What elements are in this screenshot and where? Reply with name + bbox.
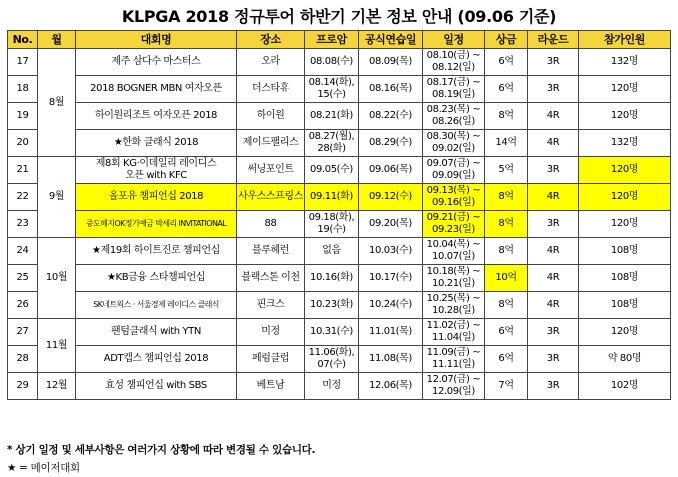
cell-players: 132명 xyxy=(579,49,671,76)
proam-line1: 08.14(화), xyxy=(308,77,355,88)
cell-practice: 08.22(수) xyxy=(359,103,423,130)
schedule-end: 10.07(일) xyxy=(432,251,475,262)
cell-proam xyxy=(305,346,359,373)
cell-venue: 오라 xyxy=(237,49,305,76)
cell-prize: 14억 xyxy=(485,130,528,157)
cell-proam: 08.21(화) xyxy=(305,103,359,130)
schedule-start: 08.30(목) ~ xyxy=(426,131,481,142)
cell-proam xyxy=(305,130,359,157)
cell-name: 하이원리조트 여자오픈 2018 xyxy=(76,103,237,130)
cell-no: 26 xyxy=(8,292,38,319)
cell-venue: 블랙스톤 이천 xyxy=(237,265,305,292)
schedule-start: 08.17(금) ~ xyxy=(426,77,481,88)
schedule-start: 10.18(목) ~ xyxy=(426,266,481,277)
cell-schedule xyxy=(423,103,485,130)
cell-month: 9월 xyxy=(38,157,76,238)
cell-name: ★제19회 하이트진로 챔피언십 xyxy=(76,238,237,265)
table-row xyxy=(8,346,671,373)
cell-practice: 10.03(수) xyxy=(359,238,423,265)
schedule-end: 08.12(일) xyxy=(432,62,475,73)
cell-players: 120명 xyxy=(579,319,671,346)
cell-rounds: 4R xyxy=(528,265,579,292)
cell-players: 102명 xyxy=(579,373,671,400)
schedule-end: 10.21(일) xyxy=(432,278,475,289)
cell-players: 약 80명 xyxy=(579,346,671,373)
cell-month: 8월 xyxy=(38,49,76,157)
cell-practice: 09.12(수) xyxy=(359,184,423,211)
cell-name: 팬텀클래식 with YTN xyxy=(76,319,237,346)
cell-schedule xyxy=(423,319,485,346)
table-row xyxy=(8,292,671,319)
cell-no: 19 xyxy=(8,103,38,130)
schedule-end: 11.04(일) xyxy=(432,332,475,343)
cell-players: 108명 xyxy=(579,265,671,292)
schedule-end: 12.09(일) xyxy=(432,386,475,397)
cell-venue: 88 xyxy=(237,211,305,238)
cell-venue: 제이드팰리스 xyxy=(237,130,305,157)
header-row xyxy=(8,31,671,49)
cell-schedule xyxy=(423,130,485,157)
cell-prize: 6억 xyxy=(485,76,528,103)
col-prize: 상금 xyxy=(485,31,528,49)
cell-rounds: 3R xyxy=(528,373,579,400)
col-rounds: 라운드 xyxy=(528,31,579,49)
proam-line2: 19(수) xyxy=(317,224,346,235)
cell-proam: 09.11(화) xyxy=(305,184,359,211)
cell-no: 24 xyxy=(8,238,38,265)
cell-name xyxy=(76,157,237,184)
proam-line1: 09.18(화), xyxy=(308,212,355,223)
cell-prize: 6억 xyxy=(485,319,528,346)
cell-prize: 6억 xyxy=(485,346,528,373)
schedule-end: 11.11(일) xyxy=(432,359,475,370)
table-row xyxy=(8,238,671,265)
cell-practice: 09.06(목) xyxy=(359,157,423,184)
cell-month: 11월 xyxy=(38,319,76,373)
name-line2: 오픈 with KFC xyxy=(125,170,187,181)
schedule-end: 10.28(일) xyxy=(432,305,475,316)
table-row xyxy=(8,184,671,211)
cell-no: 25 xyxy=(8,265,38,292)
cell-rounds: 3R xyxy=(528,49,579,76)
schedule-end: 09.02(일) xyxy=(432,143,475,154)
col-proam: 프로암 xyxy=(305,31,359,49)
cell-schedule xyxy=(423,211,485,238)
cell-no: 22 xyxy=(8,184,38,211)
cell-schedule xyxy=(423,373,485,400)
col-players: 참가인원 xyxy=(579,31,671,49)
cell-players: 120명 xyxy=(579,103,671,130)
cell-prize: 6억 xyxy=(485,49,528,76)
cell-proam: 10.16(화) xyxy=(305,265,359,292)
proam-line2: 07(수) xyxy=(317,359,346,370)
cell-proam: 08.08(수) xyxy=(305,49,359,76)
cell-schedule xyxy=(423,184,485,211)
cell-venue: 블루헤런 xyxy=(237,238,305,265)
cell-proam xyxy=(305,76,359,103)
cell-name: 2018 BOGNER MBN 여자오픈 xyxy=(76,76,237,103)
cell-proam: 09.05(수) xyxy=(305,157,359,184)
table-row xyxy=(8,76,671,103)
cell-rounds: 3R xyxy=(528,157,579,184)
page-title: KLPGA 2018 정규투어 하반기 기본 정보 안내 (09.06 기준) xyxy=(121,7,557,26)
cell-no: 21 xyxy=(8,157,38,184)
cell-practice: 08.16(목) xyxy=(359,76,423,103)
cell-practice: 10.24(수) xyxy=(359,292,423,319)
schedule-end: 09.09(일) xyxy=(432,170,475,181)
cell-venue: 하이원 xyxy=(237,103,305,130)
cell-players: 120명 xyxy=(579,184,671,211)
col-month: 월 xyxy=(38,31,76,49)
cell-venue: 핀크스 xyxy=(237,292,305,319)
proam-line2: 28(화) xyxy=(317,143,346,154)
cell-month: 10월 xyxy=(38,238,76,319)
cell-rounds: 4R xyxy=(528,103,579,130)
table-row xyxy=(8,49,671,76)
cell-name: SK네트웍스 · 서울경제 레이디스 클래식 xyxy=(76,292,237,319)
col-venue: 장소 xyxy=(237,31,305,49)
schedule-table xyxy=(7,30,671,400)
footer-note: * 상기 일정 및 세부사항은 여러가지 상황에 따라 변경될 수 있습니다. xyxy=(7,444,316,456)
cell-proam: 10.31(수) xyxy=(305,319,359,346)
cell-schedule xyxy=(423,238,485,265)
cell-practice: 11.01(목) xyxy=(359,319,423,346)
table-row xyxy=(8,130,671,157)
schedule-end: 08.19(일) xyxy=(432,89,475,100)
cell-prize: 8억 xyxy=(485,238,528,265)
cell-venue: 써닝포인트 xyxy=(237,157,305,184)
cell-players: 120명 xyxy=(579,211,671,238)
cell-schedule xyxy=(423,157,485,184)
schedule-start: 12.07(금) ~ xyxy=(426,374,481,385)
proam-line1: 08.27(월), xyxy=(308,131,355,142)
cell-no: 17 xyxy=(8,49,38,76)
col-schedule: 일정 xyxy=(423,31,485,49)
cell-proam: 없음 xyxy=(305,238,359,265)
cell-rounds: 4R xyxy=(528,130,579,157)
cell-players: 108명 xyxy=(579,292,671,319)
cell-name: 효성 챔피언십 with SBS xyxy=(76,373,237,400)
cell-prize: 8억 xyxy=(485,103,528,130)
cell-rounds: 3R xyxy=(528,211,579,238)
cell-players: 132명 xyxy=(579,130,671,157)
cell-prize: 7억 xyxy=(485,373,528,400)
cell-practice: 09.20(목) xyxy=(359,211,423,238)
cell-proam xyxy=(305,211,359,238)
cell-schedule xyxy=(423,292,485,319)
col-practice: 공식연습일 xyxy=(359,31,423,49)
schedule-start: 10.25(목) ~ xyxy=(426,293,481,304)
cell-schedule xyxy=(423,49,485,76)
schedule-start: 09.07(금) ~ xyxy=(426,158,481,169)
cell-prize: 8억 xyxy=(485,211,528,238)
cell-prize: 8억 xyxy=(485,292,528,319)
cell-name: ADT캡스 챔피언십 2018 xyxy=(76,346,237,373)
schedule-start: 11.02(금) ~ xyxy=(426,320,481,331)
cell-practice: 10.17(수) xyxy=(359,265,423,292)
col-no: No. xyxy=(8,31,38,49)
schedule-start: 10.04(목) ~ xyxy=(426,239,481,250)
cell-name: 올포유 챔피언십 2018 xyxy=(76,184,237,211)
cell-players: 108명 xyxy=(579,238,671,265)
schedule-start: 08.10(금) ~ xyxy=(426,50,481,61)
cell-no: 28 xyxy=(8,346,38,373)
cell-prize: 5억 xyxy=(485,157,528,184)
cell-rounds: 4R xyxy=(528,292,579,319)
schedule-start: 09.21(금) ~ xyxy=(426,212,481,223)
cell-venue: 사우스스프링스 xyxy=(237,184,305,211)
cell-venue: 베트남 xyxy=(237,373,305,400)
schedule-end: 09.23(일) xyxy=(432,224,475,235)
cell-name: 중도해지OK정기예금 박세리 INVITATIONAL xyxy=(76,211,237,238)
schedule-end: 09.16(일) xyxy=(432,197,475,208)
schedule-start: 09.13(목) ~ xyxy=(426,185,481,196)
cell-prize: 8억 xyxy=(485,184,528,211)
cell-venue: 미정 xyxy=(237,319,305,346)
cell-players: 120명 xyxy=(579,157,671,184)
cell-schedule xyxy=(423,346,485,373)
cell-rounds: 4R xyxy=(528,184,579,211)
cell-proam: 미정 xyxy=(305,373,359,400)
cell-no: 27 xyxy=(8,319,38,346)
cell-prize: 10억 xyxy=(485,265,528,292)
table-row xyxy=(8,211,671,238)
cell-venue: 페럼클럽 xyxy=(237,346,305,373)
name-line1: 제8회 KG·이데일리 레이디스 xyxy=(95,158,217,169)
cell-practice: 12.06(목) xyxy=(359,373,423,400)
proam-line2: 15(수) xyxy=(317,89,346,100)
table-row xyxy=(8,103,671,130)
cell-schedule xyxy=(423,265,485,292)
schedule-end: 08.26(일) xyxy=(432,116,475,127)
schedule-start: 08.23(목) ~ xyxy=(426,104,481,115)
cell-rounds: 3R xyxy=(528,346,579,373)
footer-legend: ★ = 메이저대회 xyxy=(7,462,80,474)
cell-month: 12월 xyxy=(38,373,76,400)
cell-name: 제주 삼다수 마스터스 xyxy=(76,49,237,76)
proam-line1: 11.06(화), xyxy=(308,347,355,358)
cell-rounds: 3R xyxy=(528,319,579,346)
table-row xyxy=(8,157,671,184)
cell-rounds: 3R xyxy=(528,76,579,103)
cell-practice: 08.29(수) xyxy=(359,130,423,157)
cell-schedule xyxy=(423,76,485,103)
col-name: 대회명 xyxy=(76,31,237,49)
table-row xyxy=(8,265,671,292)
cell-name: ★KB금융 스타챔피언십 xyxy=(76,265,237,292)
cell-no: 18 xyxy=(8,76,38,103)
cell-players: 120명 xyxy=(579,76,671,103)
cell-venue: 더스타휴 xyxy=(237,76,305,103)
cell-no: 20 xyxy=(8,130,38,157)
cell-practice: 11.08(목) xyxy=(359,346,423,373)
cell-no: 23 xyxy=(8,211,38,238)
cell-rounds: 4R xyxy=(528,238,579,265)
cell-proam: 10.23(화) xyxy=(305,292,359,319)
table-row xyxy=(8,319,671,346)
cell-name: ★한화 클래식 2018 xyxy=(76,130,237,157)
schedule-start: 11.09(금) ~ xyxy=(426,347,481,358)
table-row xyxy=(8,373,671,400)
cell-no: 29 xyxy=(8,373,38,400)
cell-practice: 08.09(목) xyxy=(359,49,423,76)
